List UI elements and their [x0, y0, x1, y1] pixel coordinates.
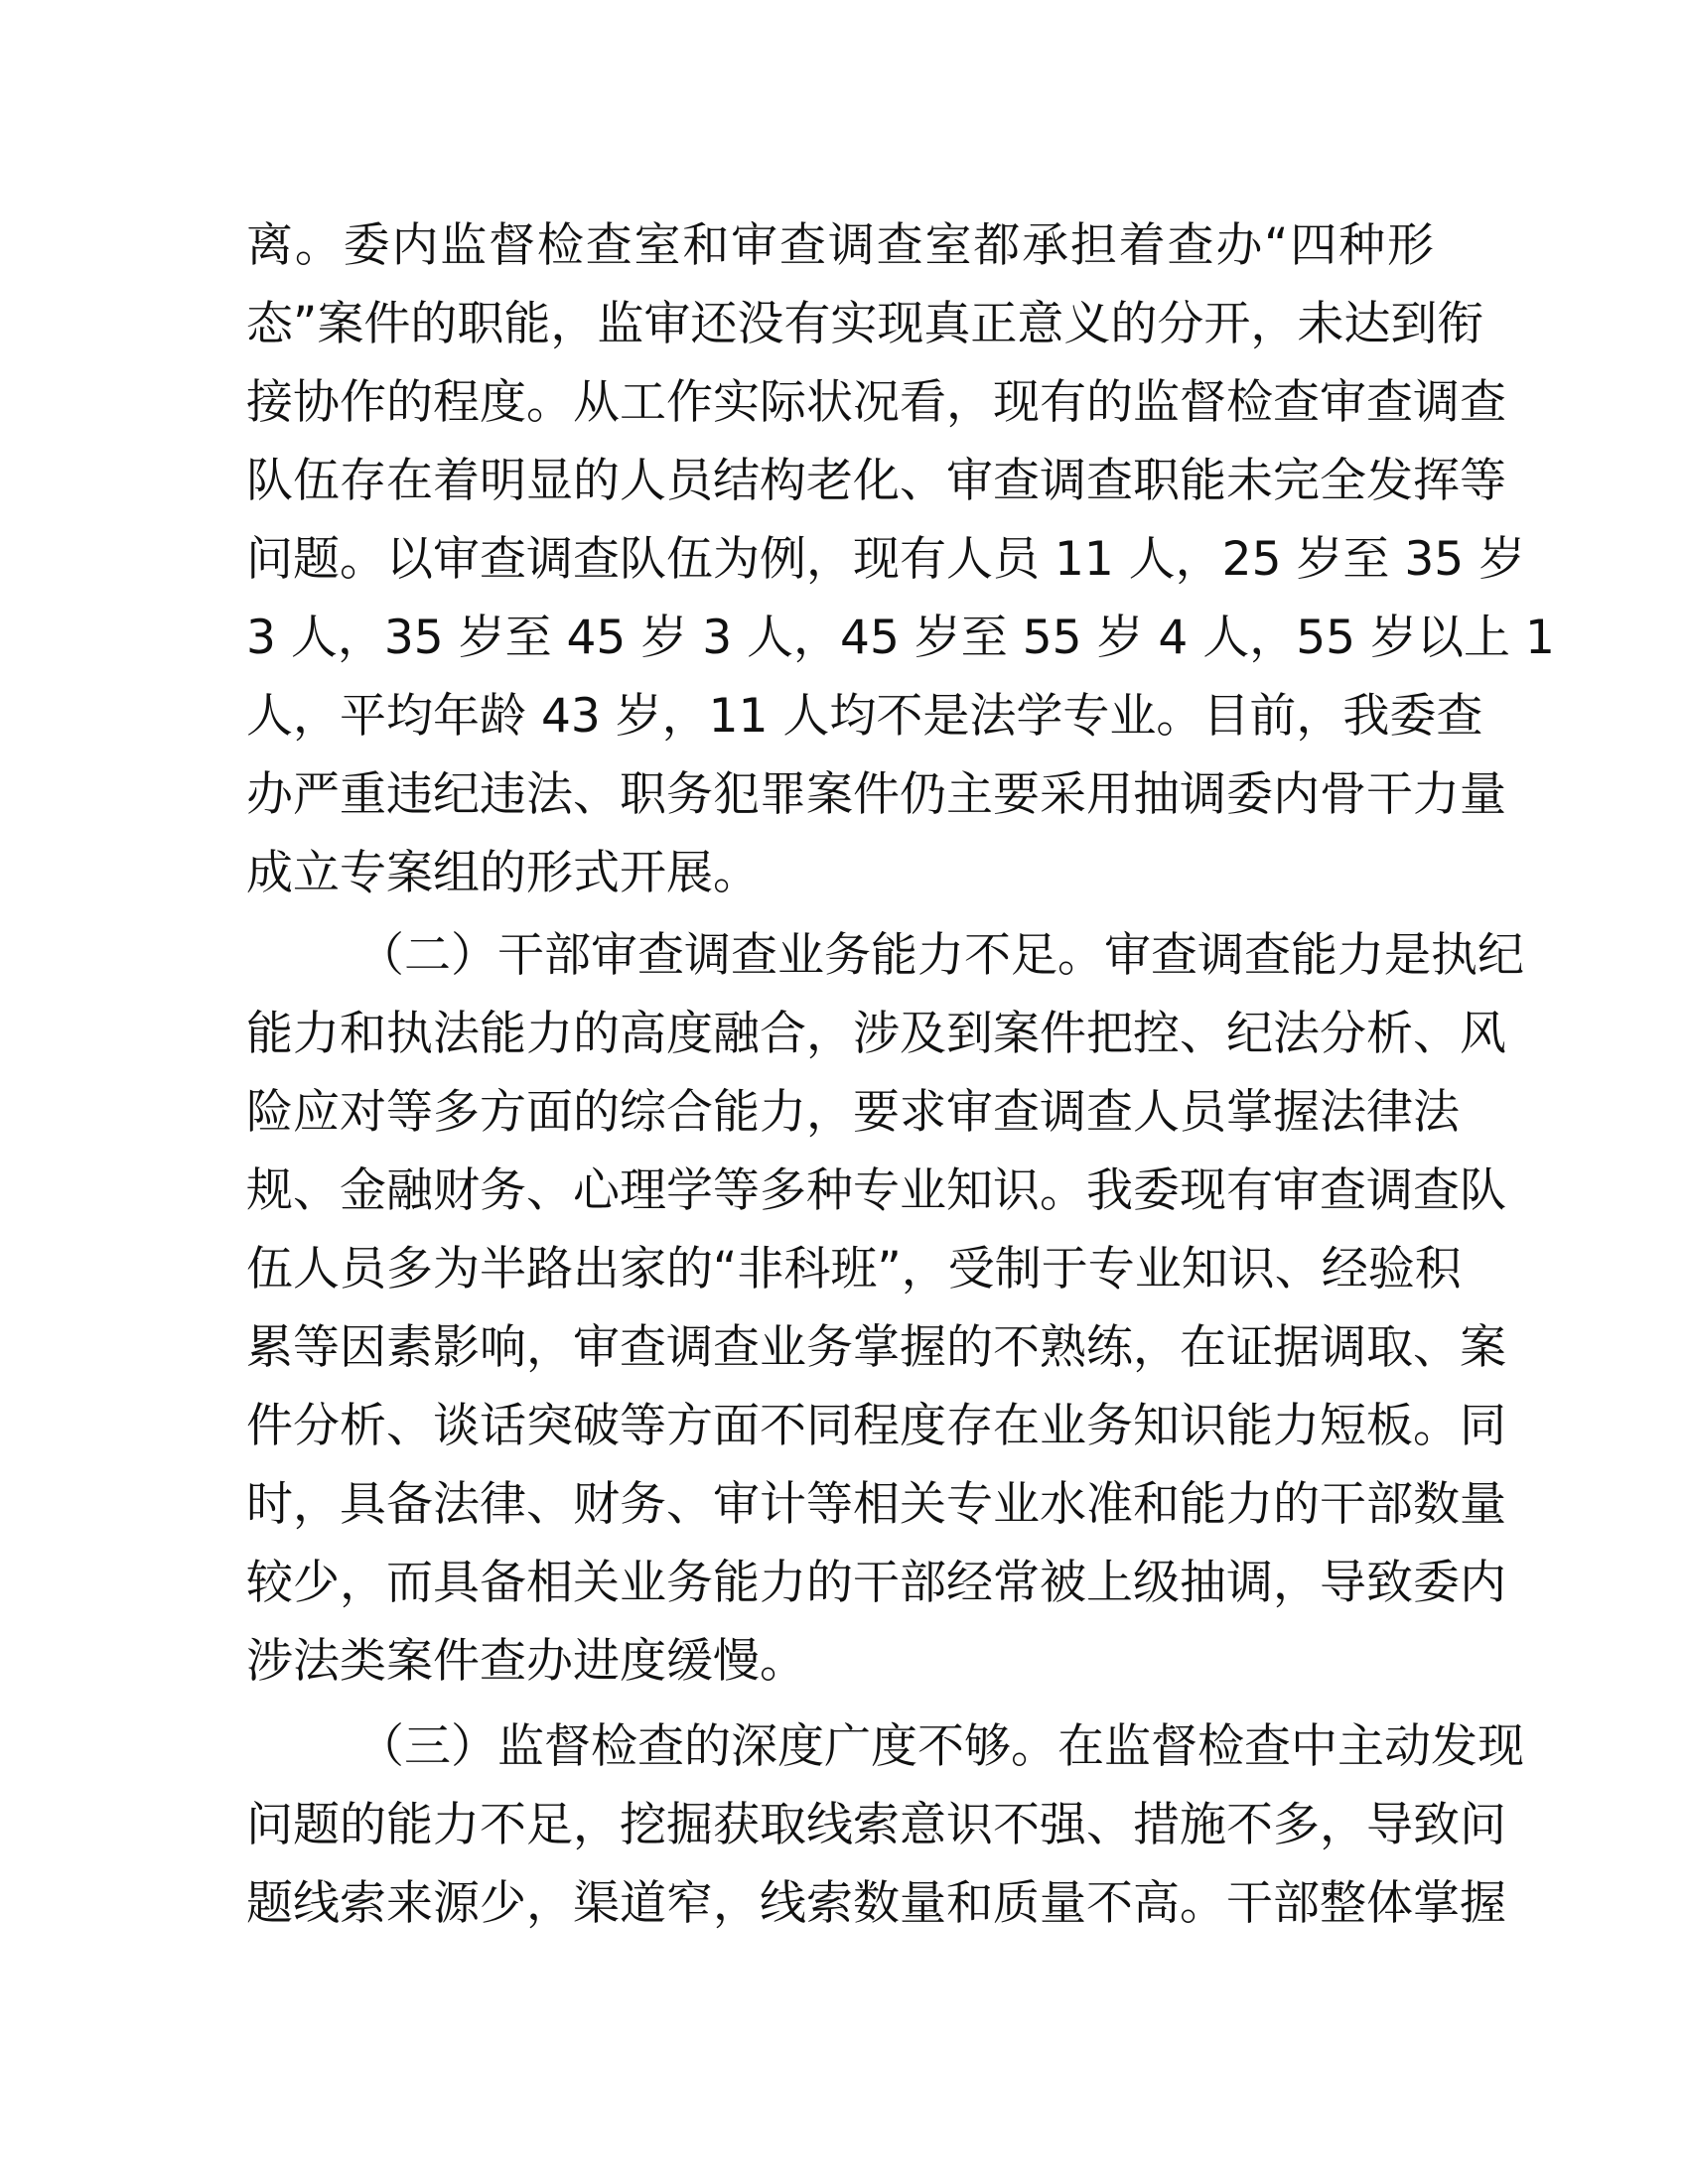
text-line: 成立专案组的形式开展。 — [246, 846, 760, 900]
text-line: 较少，而具备相关业务能力的干部经常被上级抽调，导致委内 — [246, 1556, 1506, 1610]
text-line: 办严重违纪违法、职务犯罪案件仍主要采用抽调委内骨干力量 — [246, 767, 1506, 822]
text-line: 问题。以审查调查队伍为例，现有人员 11 人，25 岁至 35 岁 — [246, 532, 1526, 587]
text-line: 伍人员多为半路出家的“非科班”，受制于专业知识、经验积 — [246, 1242, 1462, 1297]
text-line: 时，具备法律、财务、审计等相关专业水准和能力的干部数量 — [246, 1477, 1506, 1532]
text-line: 人，平均年龄 43 岁，11 人均不是法学专业。目前，我委查 — [246, 689, 1483, 744]
paragraph-staff-structure — [246, 206, 1555, 912]
paragraph-section-two — [246, 916, 1524, 1701]
section-heading-line: （三）监督检查的深度广度不够。在监督检查中主动发现 — [357, 1719, 1524, 1774]
text-line: 涉法类案件查办进度缓慢。 — [246, 1634, 806, 1689]
text-line: 接协作的程度。从工作实际状况看，现有的监督检查审查调查 — [246, 375, 1506, 430]
text-line: 能力和执法能力的高度融合，涉及到案件把控、纪法分析、风 — [246, 1007, 1506, 1061]
text-line: 累等因素影响，审查调查业务掌握的不熟练，在证据调取、案 — [246, 1320, 1506, 1375]
text-line: 题线索来源少，渠道窄，线索数量和质量不高。干部整体掌握 — [246, 1876, 1506, 1931]
text-line: 队伍存在着明显的人员结构老化、审查调查职能未完全发挥等 — [246, 454, 1506, 508]
paragraph-section-three — [246, 1707, 1524, 1943]
text-line: 问题的能力不足，挖掘获取线索意识不强、措施不多，导致问 — [246, 1798, 1506, 1852]
text-line: 离。委内监督检查室和审查调查室都承担着查办“四种形 — [246, 218, 1434, 273]
text-line: 件分析、谈话突破等方面不同程度存在业务知识能力短板。同 — [246, 1399, 1506, 1453]
text-line: 险应对等多方面的综合能力，要求审查调查人员掌握法律法 — [246, 1085, 1460, 1140]
text-line: 态”案件的职能，监审还没有实现真正意义的分开，未达到衔 — [246, 297, 1484, 351]
text-line: 3 人，35 岁至 45 岁 3 人，45 岁至 55 岁 4 人，55 岁以上 1 — [246, 611, 1555, 665]
text-line: 规、金融财务、心理学等多种专业知识。我委现有审查调查队 — [246, 1163, 1506, 1218]
section-heading-line: （二）干部审查调查业务能力不足。审查调查能力是执纪 — [357, 928, 1524, 983]
